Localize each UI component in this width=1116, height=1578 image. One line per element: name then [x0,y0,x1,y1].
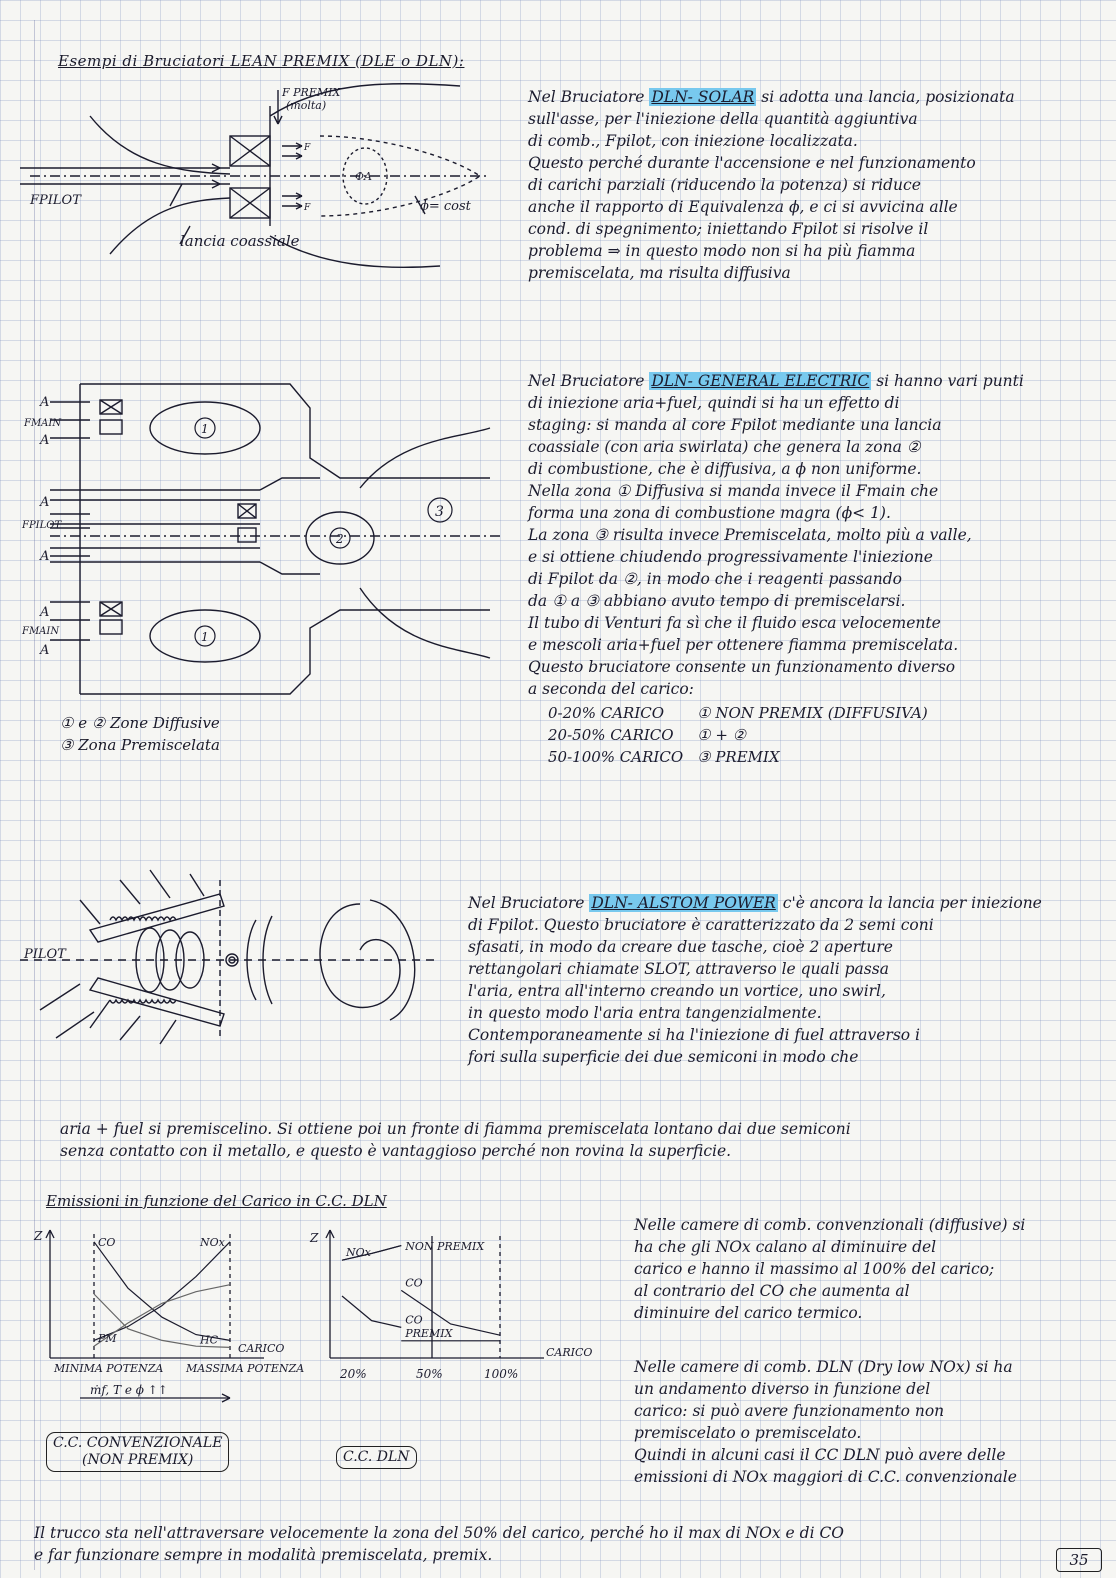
conv-line-2: carico e hanno il massimo al 100% del carico; [634,1260,995,1278]
ge-line-11: Il tubo di Venturi fa sì che il fluido esca velocemente [528,614,941,632]
dln-line-4: Quindi in alcuni casi il CC DLN può avere delle [634,1446,1006,1464]
solar-line-6: cond. di spegnimento; iniettando Fpilot si risolve il [528,220,929,238]
c1-box-label-1: C.C. CONVENZIONALE [53,1435,223,1451]
conventional-paragraph [634,1214,1110,1324]
load-table [548,702,942,768]
solar-lead: Nel Bruciatore [528,88,645,106]
alstom-wide-line-1: senza contatto con il metallo, e questo è vantaggioso perché non rovina la superficie. [60,1142,732,1160]
conv-line-4: diminuire del carico termico. [634,1304,863,1322]
zone-2-num: 2 [336,532,344,546]
ge-fmain-label-1: FMAIN [24,418,62,429]
solar-paragraph [528,86,1108,284]
ge-lead: Nel Bruciatore [528,372,645,390]
alstom-line-5: in questo modo l'aria entra tangenzialmente. [468,1004,822,1022]
c1-xtick-min: MINIMA POTENZA [54,1362,164,1375]
ge-a-label-6: A [40,643,50,658]
solar-line-3: Questo perché durante l'accensione e nel funzionamento [528,154,976,172]
solar-highlight: DLN- SOLAR [651,88,755,106]
load-row [548,702,942,724]
dln-line-3: premiscelato o premiscelato. [634,1424,862,1442]
alstom-wide-paragraph [60,1118,1110,1162]
ge-line-4: di combustione, che è diffusiva, a ϕ non uniforme. [528,460,922,478]
bottom-line-1: e far funzionare sempre in modalità premiscelata, premix. [34,1546,493,1564]
alstom-highlight: DLN- ALSTOM POWER [591,894,776,912]
conv-line-1: ha che gli NOx calano al diminuire del [634,1238,937,1256]
series-label-non-premix: NON PREMIX [405,1240,485,1253]
load-range: 0-20% CARICO [548,704,665,722]
chart-conventional [30,1222,305,1422]
ge-line-7: La zona ③ risulta invece Premiscelata, molto più a valle, [528,526,972,544]
coaxial-lance-label: lancia coassiale [180,232,300,250]
ge-line-9: di Fpilot da ②, in modo che i reagenti passando [528,570,903,588]
series-label-nox: NOx [200,1236,225,1249]
ge-a-label-1: A [40,395,50,410]
phi-cost-label: ϕ= cost [420,199,471,214]
solar-line-2: di comb., Fpilot, con iniezione localizzata. [528,132,858,150]
alstom-lead: Nel Bruciatore [468,894,585,912]
solar-line-7: problema ⇒ in questo modo non si ha più fiamma [528,242,916,260]
load-row [548,746,942,768]
alstom-line-6: Contemporaneamente si ha l'iniezione di fuel attraverso i [468,1026,921,1044]
ge-line-13: Questo bruciatore consente un funzionamento diverso [528,658,956,676]
ge-line-14: a seconda del carico: [528,680,694,698]
zone-1-num-lower: 1 [201,630,209,644]
alstom-line-2: sfasati, in modo da creare due tasche, cioè 2 aperture [468,938,893,956]
c2-box-label: C.C. DLN [336,1446,417,1469]
ge-line-10: da ① a ③ abbiano avuto tempo di premiscelarsi. [528,592,906,610]
ge-fmain-label-2: FMAIN [22,626,60,637]
ge-line-3: coassiale (con aria swirlata) che genera la zona ② [528,438,921,456]
alstom-line-7: fori sulla superficie dei due semiconi in modo che [468,1048,859,1066]
load-zones: ③ PREMIX [697,748,780,766]
alstom-pilot-label: PILOT [24,947,66,962]
alstom-line-1: di Fpilot. Questo bruciatore è caratterizzato da 2 semi coni [468,916,934,934]
load-zones: ① + ② [697,726,747,744]
ge-line-2: staging: si manda al core Fpilot mediante una lancia [528,416,942,434]
c1-ylabel: Z [34,1229,43,1243]
ge-burner-diagram [20,378,510,708]
load-range: 50-100% CARICO [548,748,684,766]
alstom-line-3: rettangolari chiamate SLOT, attraverso le quali passa [468,960,889,978]
outer-wall-bottom [80,610,490,694]
dln-line-1: un andamento diverso in funzione del [634,1380,931,1398]
series-label-co: CO [405,1313,423,1327]
series-line-co [94,1242,230,1341]
bottom-paragraph [34,1522,1054,1566]
c2-xlabel: CARICO [546,1346,593,1359]
dln-line-0: Nelle camere di comb. DLN (Dry low NOx) si ha [634,1358,1013,1376]
alstom-line-0: c'è ancora la lancia per iniezione [782,894,1042,912]
ge-line-0: si hanno vari punti [876,372,1024,390]
series-label-co: CO [405,1276,423,1290]
solar-line-4: di carichi parziali (riducendo la potenza) si riduce [528,176,921,194]
series-label-premix: PREMIX [405,1326,453,1340]
zone-3-num: 3 [435,504,444,520]
series-line-nox [94,1242,230,1341]
alstom-paragraph [468,892,1108,1068]
solar-line-5: anche il rapporto di Equivalenza ϕ, e ci si avvicina alle [528,198,958,216]
f-premix-label: F PREMIX [282,86,341,99]
series-label-nox: NOx [346,1246,371,1260]
dln-line-2: carico: si può avere funzionamento non [634,1402,945,1420]
phi-a-label: ΦA [355,170,372,183]
alstom-line-4: l'aria, entra all'interno creando un vortice, uno swirl, [468,982,886,1000]
ge-line-5: Nella zona ① Diffusiva si manda invece il Fmain che [528,482,939,500]
ge-a-label-5: A [40,605,50,620]
load-range: 20-50% CARICO [548,726,674,744]
load-zones: ① NON PREMIX (DIFFUSIVA) [697,704,928,722]
c2-xtick-50: 50% [416,1367,443,1381]
ge-line-6: forma una zona di combustione magra (ϕ< 1). [528,504,891,522]
chart-dln [300,1222,600,1392]
c2-xtick-20: 20% [340,1367,367,1381]
alstom-wide-line-0: aria + fuel si premiscelino. Si ottiene poi un fronte di fiamma premiscelata lontano dai due semiconi [60,1120,851,1138]
conv-line-3: al contrario del CO che aumenta al [634,1282,910,1300]
page-title: Esempi di Bruciatori LEAN PREMIX (DLE o DLN): [58,52,465,70]
ge-highlight: DLN- GENERAL ELECTRIC [651,372,870,390]
outer-wall-top [80,384,490,478]
zone-3-boundary [360,428,490,658]
zone-1-num-upper: 1 [201,422,209,436]
legend-line-1: ① e ② Zone Diffusive [60,714,220,732]
c1-xnote: ṁf, T e ϕ ↑↑ [90,1383,168,1397]
ge-line-12: e mescoli aria+fuel per ottenere fiamma premiscelata. [528,636,959,654]
solar-line-1: sull'asse, per l'iniezione della quantità aggiuntiva [528,110,918,128]
ge-a-label-2: A [40,433,50,448]
f-small-label-1: F [304,143,311,153]
series-line-co [342,1296,401,1327]
bottom-line-0: Il trucco sta nell'attraversare velocemente la zona del 50% del carico, perché ho il max di NOx e di CO [34,1524,845,1542]
ge-line-8: e si ottiene chiudendo progressivamente l'iniezione [528,548,933,566]
legend-line-2: ③ Zona Premiscelata [60,736,220,754]
chart-section-title: Emissioni in funzione del Carico in C.C. DLN [46,1192,387,1210]
series-label-hc: HC [200,1333,219,1347]
f-small-label-2: F [304,203,311,213]
dln-paragraph [634,1356,1110,1488]
series-label-pm: PM [98,1332,117,1346]
load-row [548,724,942,746]
solar-line-8: premiscelata, ma risulta diffusiva [528,264,791,282]
ge-a-label-4: A [40,549,50,564]
f-pilot-label: FPILOT [30,193,81,208]
c1-box-label-2: (NON PREMIX) [82,1452,194,1468]
c2-ylabel: Z [310,1231,319,1245]
c1-xtick-max: MASSIMA POTENZA [186,1362,305,1375]
ge-fpilot-label: FPILOT [22,520,62,531]
zone-legend [60,712,220,756]
swirl-spiral [320,904,400,1007]
page-number: 35 [1056,1548,1102,1572]
solar-burner-diagram [20,76,500,256]
duct-upper-wall [90,116,230,174]
ge-a-label-3: A [40,495,50,510]
series-label-co: CO [98,1236,116,1249]
ge-line-1: di iniezione aria+fuel, quindi si ha un effetto di [528,394,900,412]
conv-line-0: Nelle camere di comb. convenzionali (diffusive) si [634,1216,1026,1234]
solar-line-0: si adotta una lancia, posizionata [761,88,1015,106]
dln-line-5: emissioni di NOx maggiori di C.C. convenzionale [634,1468,1017,1486]
c1-xlabel: CARICO [238,1342,285,1355]
f-premix-sub-label: (molta) [286,99,327,112]
c2-xtick-100: 100% [484,1367,519,1381]
c1-box-label [46,1432,229,1472]
ge-paragraph [528,370,1108,768]
alstom-burner-diagram [20,860,460,1060]
